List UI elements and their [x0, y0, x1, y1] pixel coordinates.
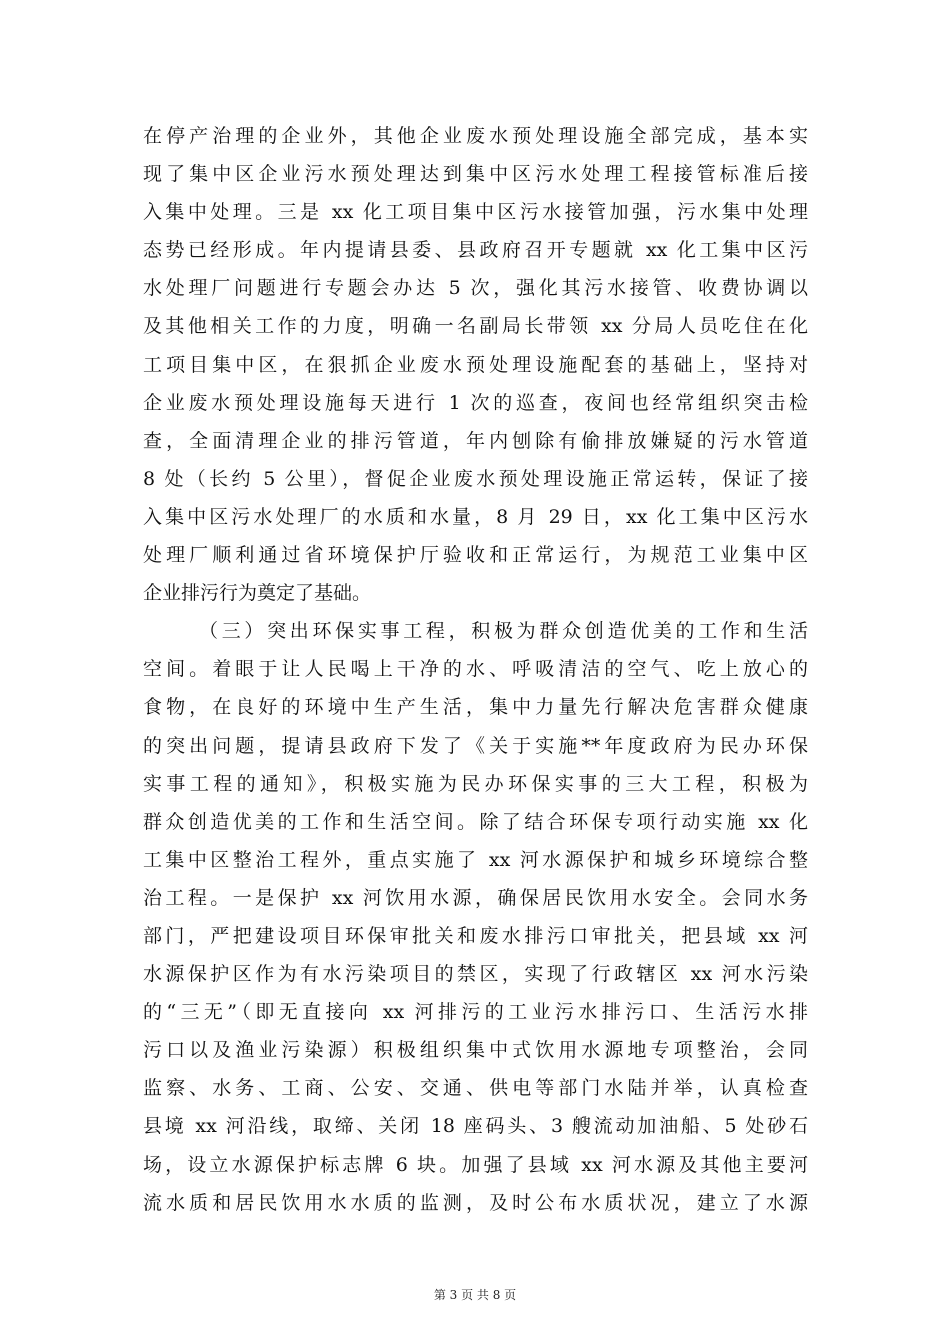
page-number: 第 3 页 共 8 页 — [433, 1288, 517, 1302]
body-line: 工项目集中区，在狠抓企业废水预处理设施配套的基础上，坚持对 — [143, 353, 808, 376]
body-line: 县境 xx 河沿线，取缔、关闭 18 座码头、3 艘流动加油船、5 处砂石 — [143, 1115, 808, 1138]
body-line: 监察、水务、工商、公安、交通、供电等部门水陆并举，认真检查 — [143, 1077, 808, 1100]
document-body — [143, 117, 808, 1222]
body-line: 查，全面清理企业的排污管道，年内刨除有偷排放嫌疑的污水管道 — [143, 429, 808, 452]
body-line: 流水质和居民饮用水水质的监测，及时公布水质状况，建立了水源 — [143, 1191, 808, 1214]
body-line: 空间。着眼于让人民喝上干净的水、呼吸清洁的空气、吃上放心的 — [143, 658, 808, 681]
body-line: 企业废水预处理设施每天进行 1 次的巡查，夜间也经常组织突击检 — [143, 391, 808, 414]
body-line: 现了集中区企业污水预处理达到集中区污水处理工程接管标准后接 — [143, 163, 808, 186]
body-line: 部门，严把建设项目环保审批关和废水排污口审批关，把县域 xx 河 — [143, 924, 808, 947]
body-line: 实事工程的通知》，积极实施为民办环保实事的三大工程，积极为 — [143, 772, 808, 795]
body-line: 在停产治理的企业外，其他企业废水预处理设施全部完成，基本实 — [143, 125, 808, 147]
body-line: 的突出问题，提请县政府下发了《关于实施**年度政府为民办环保 — [143, 734, 808, 757]
body-line: 处理厂顺利通过省环境保护厅验收和正常运行，为规范工业集中区 — [143, 544, 808, 567]
body-line: 入集中处理。三是 xx 化工项目集中区污水接管加强，污水集中处理 — [143, 201, 808, 224]
body-line: 群众创造优美的工作和生活空间。除了结合环保专项行动实施 xx 化 — [143, 810, 808, 833]
body-line: 食物，在良好的环境中生产生活，集中力量先行解决危害群众健康 — [143, 696, 808, 719]
body-line: 场，设立水源保护标志牌 6 块。加强了县域 xx 河水源及其他主要河 — [143, 1153, 808, 1176]
body-line: 入集中区污水处理厂的水质和水量，8 月 29 日，xx 化工集中区污水 — [143, 505, 808, 528]
body-line: 污口以及渔业污染源）积极组织集中式饮用水源地专项整治，会同 — [143, 1039, 808, 1062]
body-line-paragraph-end: 企业排污行为奠定了基础。 — [143, 582, 372, 605]
body-line: 8 处（长约 5 公里），督促企业废水预处理设施正常运转，保证了接 — [143, 467, 808, 490]
section-heading-line: （三）突出环保实事工程，积极为群众创造优美的工作和生活 — [199, 620, 808, 643]
body-line: 态势已经形成。年内提请县委、县政府召开专题就 xx 化工集中区污 — [143, 239, 808, 262]
body-line: 水源保护区作为有水污染项目的禁区，实现了行政辖区 xx 河水污染 — [143, 963, 808, 986]
body-line: 治工程。一是保护 xx 河饮用水源，确保居民饮用水安全。会同水务 — [143, 886, 808, 909]
body-line: 工集中区整治工程外，重点实施了 xx 河水源保护和城乡环境综合整 — [143, 848, 808, 871]
body-line: 水处理厂问题进行专题会办达 5 次，强化其污水接管、收费协调以 — [143, 277, 808, 300]
body-line: 的“三无”（即无直接向 xx 河排污的工业污水排污口、生活污水排 — [143, 1001, 808, 1024]
body-line: 及其他相关工作的力度，明确一名副局长带领 xx 分局人员吃住在化 — [143, 315, 808, 338]
